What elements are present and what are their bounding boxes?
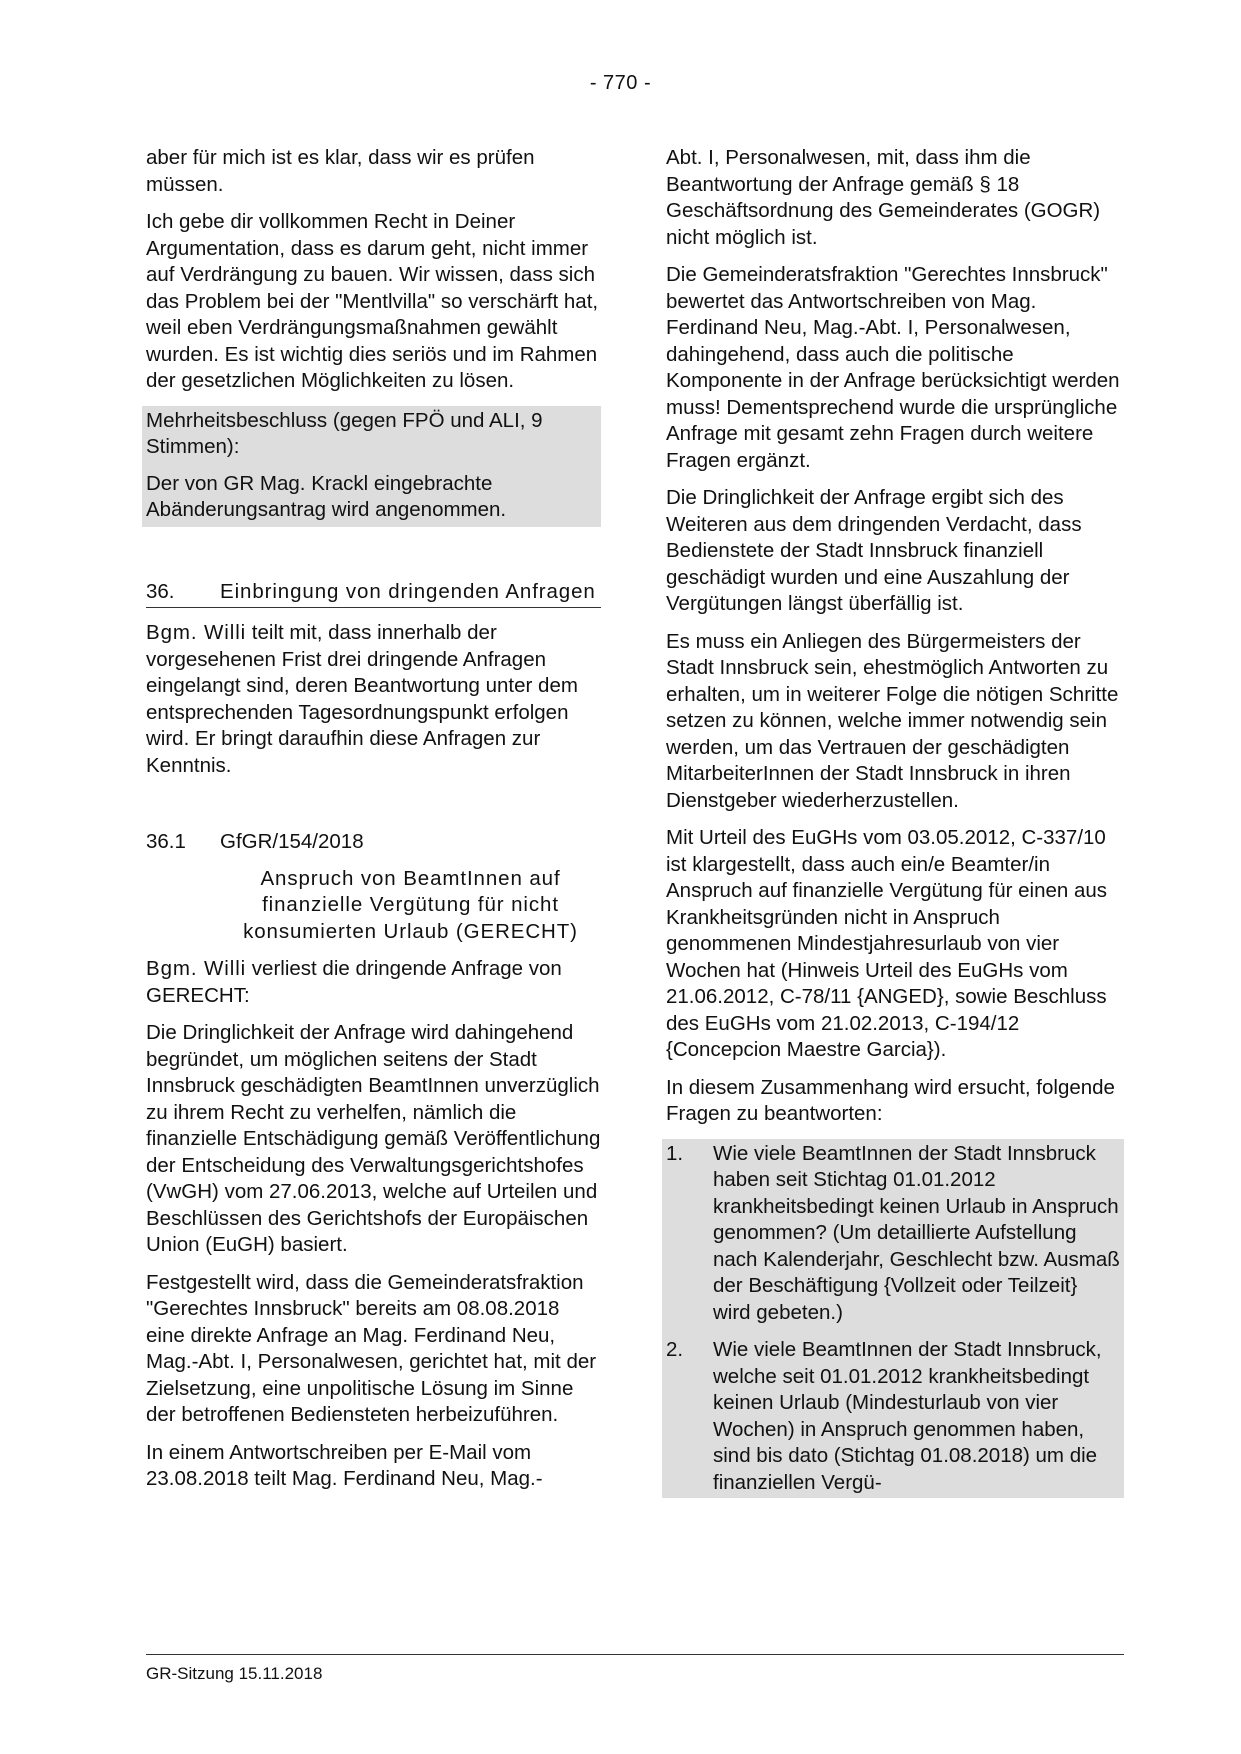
subsection-heading [146,829,601,856]
subsection-title: Anspruch von BeamtInnen auf finanzielle Vergütung für nicht konsumierten Urlaub (GERECHT) [243,866,578,943]
paragraph: Ich gebe dir vollkommen Recht in Deiner Argumentation, dass es darum geht, nicht immer auf Verdrängung zu bauen. Wir wissen, dass sich das Problem bei der "Mentlvilla" so verschärft hat, weil eben Verdrängungsmaßnahmen gewählt wurden. Es ist wichtig dies seriös und im Rahmen der gesetzlichen Möglichkeiten zu lösen. [146,210,599,392]
question-number: 1. [666,1141,684,1165]
paragraph-text: verliest die dringende Anfrage von GERECHT: [146,957,562,1007]
paragraph: Festgestellt wird, dass die Gemeinderatsfraktion "Gerechtes Innsbruck" bereits am 08.08.2018 eine direkte Anfrage an Mag. Ferdinand Neu, Mag.-Abt. I, Personalwesen, gerichtet hat, mit der Zielsetzung, eine unpolitische Lösung im Sinne der betroffenen Bediensteten herbeizuführen. [146,1270,597,1426]
paragraph: Mit Urteil des EuGHs vom 03.05.2012, C-337/10 ist klargestellt, dass auch ein/e Beamter/in Anspruch auf finanzielle Vergütung für einen aus Krankheitsgründen nicht in Anspruch genommenen Mindestjahresurlaub von vier Wochen hat (Hinweis Urteil des EuGHs vom 21.06.2012, C-78/11 {ANGED}, sowie Beschluss des EuGHs vom 21.02.2013, C-194/12 {Concepcion Maestre Garcia}). [666,826,1108,1061]
section-heading [146,579,601,609]
paragraph: Die Gemeinderatsfraktion "Gerechtes Innsbruck" bewertet das Antwortschreiben von Mag. Ferdinand Neu, Mag.-Abt. I, Personalwesen, dahingehend, dass auch die politische Komponente in der Anfrage berücksichtigt werden muss! Dementsprechend wurde die ursprüngliche Anfrage mit gesamt zehn Fragen durch weitere Fragen ergänzt. [666,263,1120,472]
footer-divider [146,1654,1124,1655]
footer-text: GR-Sitzung 15.11.2018 [146,1664,323,1683]
subsection-code: GfGR/154/2018 [220,830,364,853]
decision-text: Der von GR Mag. Krackl eingebrachte Abänderungsantrag wird angenommen. [146,471,507,521]
left-column [146,145,601,1504]
paragraph-text: teilt mit, dass innerhalb der vorgesehenen Frist drei dringende Anfragen eingelangt sind, deren Beantwortung unter dem entsprechenden Tagesordnungspunkt erfolgen wird. Er bringt daraufhin diese Anfragen zur Kenntnis. [146,621,578,777]
paragraph: aber für mich ist es klar, dass wir es prüfen müssen. [146,146,535,196]
decision-result: Mehrheitsbeschluss (gegen FPÖ und ALI, 9 Stimmen): [146,408,543,458]
question-item [666,1141,1120,1327]
decision-box [142,406,601,527]
paragraph: Die Dringlichkeit der Anfrage ergibt sich des Weiteren aus dem dringenden Verdacht, dass Bedienstete der Stadt Innsbruck finanziell geschädigt wurden und eine Auszahlung der Vergütungen längst überfällig ist. [666,486,1082,615]
paragraph: In einem Antwortschreiben per E-Mail vom 23.08.2018 teilt Mag. Ferdinand Neu, Mag.- [146,1440,543,1490]
subsection-number: 36.1 [146,830,186,853]
section-number: 36. [146,579,175,603]
section-title: Einbringung von dringenden Anfragen [220,579,596,603]
speaker-name: Bgm. Willi [146,957,247,980]
paragraph: Es muss ein Anliegen des Bürgermeisters der Stadt Innsbruck sein, ehestmöglich Antworten zu erhalten, um in weiterer Folge die nötigen Schritte setzen zu können, welche immer notwendig sein werden, um das Vertrauen der geschädigten MitarbeiterInnen der Stadt Innsbruck in ihren Dienstgeber wiederherzustellen. [666,629,1119,812]
page-number: - 770 - [589,72,652,94]
question-number: 2. [666,1338,684,1361]
question-item [666,1337,1120,1496]
question-text: Wie viele BeamtInnen der Stadt Innsbruck haben seit Stichtag 01.01.2012 krankheitsbedingt keinen Urlaub in Anspruch genommen? (Um detaillierte Aufstellung nach Kalenderjahr, Geschlecht bzw. Ausmaß der Beschäftigung {Vollzeit oder Teilzeit} wird gebeten.) [713,1141,1120,1324]
paragraph [146,956,601,1009]
paragraph: Die Dringlichkeit der Anfrage wird dahingehend begründet, um möglichen seitens der Stadt Innsbruck geschädigten BeamtInnen unverzüglich zu ihrem Recht zu verhelfen, nämlich die finanzielle Entschädigung gemäß Veröffentlichung der Entscheidung des Verwaltungsgerichtshofes (VwGH) vom 27.06.2013, welche auf Urteilen und Beschlüssen des Gerichtshofs der Europäischen Union (EuGH) basiert. [146,1021,601,1256]
paragraph [146,620,601,779]
paragraph: In diesem Zusammenhang wird ersucht, folgende Fragen zu beantworten: [666,1075,1115,1125]
right-column [666,145,1124,1498]
speaker-name: Bgm. Willi [146,621,247,644]
question-text: Wie viele BeamtInnen der Stadt Innsbruck, welche seit 01.01.2012 krankheitsbedingt keinen Urlaub (Mindesturlaub von vier Wochen) in Anspruch genommen haben, sind bis dato (Stichtag 01.08.2018) um die finanziellen Vergü- [713,1338,1102,1494]
question-list [662,1139,1124,1499]
paragraph: Abt. I, Personalwesen, mit, dass ihm die Beantwortung der Anfrage gemäß § 18 Geschäftsordnung des Gemeinderates (GOGR) nicht möglich ist. [666,146,1101,249]
